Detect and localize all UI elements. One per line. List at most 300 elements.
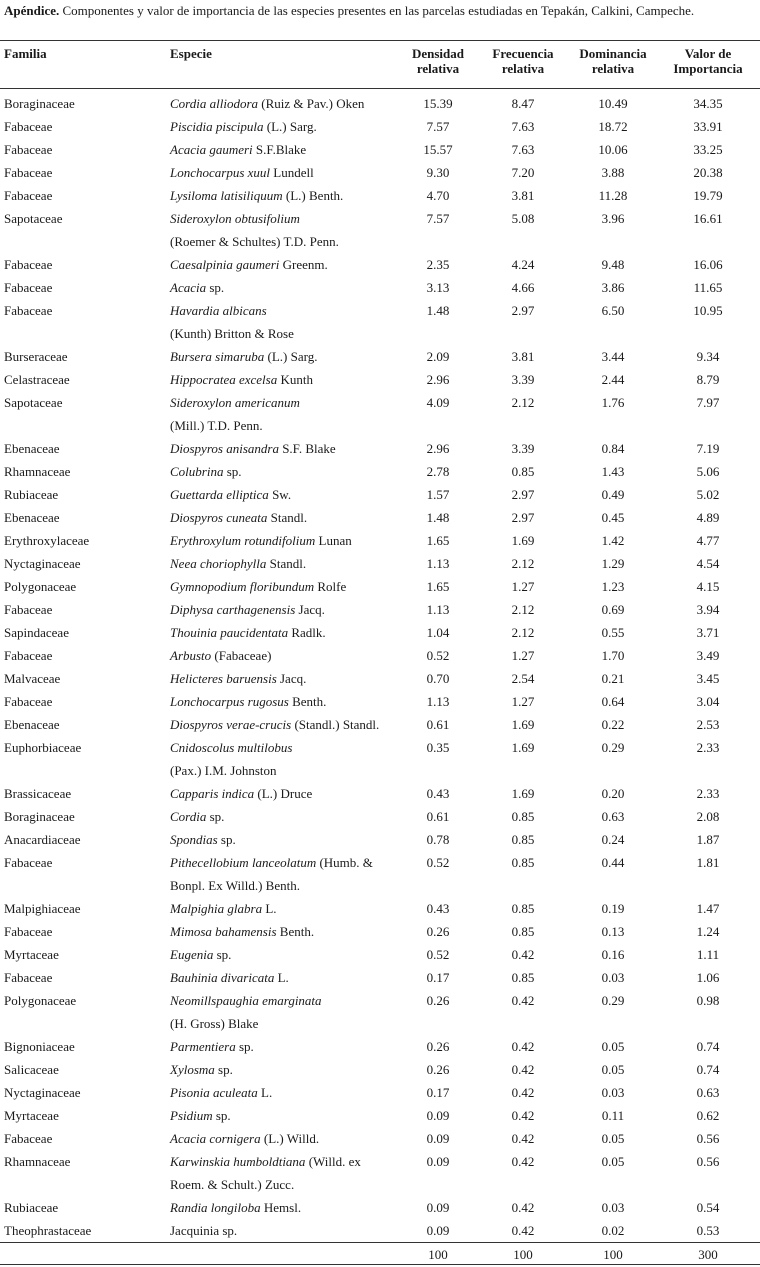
- cell-valor: 1.81: [696, 855, 720, 870]
- species-name: Cnidoscolus multilobus: [170, 740, 293, 755]
- cell-especie: [168, 736, 400, 782]
- cell-especie: [168, 667, 400, 690]
- table-row: [0, 1219, 760, 1243]
- species-name: Pithecellobium lanceolatum: [170, 855, 317, 870]
- cell-especie: [168, 828, 400, 851]
- table-row: [0, 782, 760, 805]
- cell-frecuencia: 0.42: [511, 1062, 535, 1077]
- cell-frecuencia: 0.85: [511, 970, 535, 985]
- cell-densidad: 0.17: [426, 1085, 450, 1100]
- species-name: Acacia gaumeri: [170, 142, 253, 157]
- cell-valor: 9.34: [696, 349, 720, 364]
- species-author: sp.: [213, 947, 232, 962]
- species-author: sp.: [223, 464, 242, 479]
- species-name: Psidium: [170, 1108, 213, 1123]
- cell-densidad: 0.26: [426, 924, 450, 939]
- cell-dominancia: 1.43: [601, 464, 625, 479]
- cell-frecuencia: 0.42: [511, 1131, 535, 1146]
- species-author: Lundell: [270, 165, 314, 180]
- caption-label: Apéndice.: [4, 3, 60, 18]
- cell-especie: [168, 529, 400, 552]
- species-name: Diphysa carthagenensis: [170, 602, 296, 617]
- table-row: [0, 1035, 760, 1058]
- cell-valor: 4.15: [696, 579, 720, 594]
- cell-frecuencia: 4.24: [511, 257, 535, 272]
- cell-dominancia: 0.03: [601, 1085, 625, 1100]
- species-table: [0, 40, 760, 1265]
- cell-familia: Fabaceae: [4, 855, 53, 870]
- cell-densidad: 3.13: [426, 280, 450, 295]
- species-author: sp.: [206, 280, 225, 295]
- species-name: Acacia: [170, 280, 207, 295]
- cell-dominancia: 1.70: [601, 648, 625, 663]
- cell-familia: Fabaceae: [4, 602, 53, 617]
- species-author-line2: (Pax.) I.M. Johnston: [170, 763, 277, 778]
- cell-dominancia: 0.03: [601, 1200, 625, 1215]
- table-row: [0, 253, 760, 276]
- cell-valor: 3.45: [696, 671, 720, 686]
- cell-frecuencia: 1.27: [511, 648, 535, 663]
- cell-frecuencia: 1.69: [511, 740, 535, 755]
- cell-dominancia: 3.88: [601, 165, 625, 180]
- cell-valor: 2.53: [696, 717, 720, 732]
- species-author: S.F.Blake: [252, 142, 307, 157]
- species-name: Guettarda elliptica: [170, 487, 269, 502]
- species-author: Jacquinia sp.: [170, 1223, 238, 1238]
- table-row: [0, 1127, 760, 1150]
- species-author: L.: [262, 901, 277, 916]
- cell-densidad: 2.09: [426, 349, 450, 364]
- cell-dominancia: 1.23: [601, 579, 625, 594]
- cell-familia: Burseraceae: [4, 349, 68, 364]
- table-row: [0, 115, 760, 138]
- cell-familia: Fabaceae: [4, 970, 53, 985]
- cell-frecuencia: 0.42: [511, 1154, 535, 1169]
- cell-frecuencia: 7.63: [511, 142, 535, 157]
- cell-familia: Boraginaceae: [4, 809, 75, 824]
- table-row: [0, 851, 760, 897]
- cell-frecuencia: 0.42: [511, 1085, 535, 1100]
- cell-especie: [168, 299, 400, 345]
- cell-frecuencia: 2.12: [511, 556, 535, 571]
- cell-frecuencia: 0.42: [511, 1108, 535, 1123]
- cell-frecuencia: 0.42: [511, 1200, 535, 1215]
- cell-valor: 7.97: [696, 395, 720, 410]
- cell-valor: 19.79: [693, 188, 723, 203]
- total-frecuencia: 100: [513, 1247, 533, 1262]
- cell-especie: [168, 1035, 400, 1058]
- species-author: (L.) Druce: [254, 786, 313, 801]
- cell-valor: 34.35: [693, 96, 723, 111]
- cell-frecuencia: 0.85: [511, 901, 535, 916]
- cell-valor: 2.08: [696, 809, 720, 824]
- cell-densidad: 7.57: [426, 119, 450, 134]
- cell-familia: Fabaceae: [4, 648, 53, 663]
- cell-especie: [168, 276, 400, 299]
- cell-valor: 0.53: [696, 1223, 720, 1238]
- cell-densidad: 0.09: [426, 1223, 450, 1238]
- table-row: [0, 943, 760, 966]
- table-row: [0, 184, 760, 207]
- total-densidad: 100: [428, 1247, 448, 1262]
- table-row: [0, 690, 760, 713]
- cell-especie: [168, 89, 400, 116]
- cell-frecuencia: 0.85: [511, 924, 535, 939]
- cell-valor: 11.65: [693, 280, 723, 295]
- cell-familia: Nyctaginaceae: [4, 1085, 81, 1100]
- cell-valor: 10.95: [693, 303, 723, 318]
- cell-familia: Brassicaceae: [4, 786, 72, 801]
- cell-densidad: 0.26: [426, 993, 450, 1008]
- table-row: [0, 552, 760, 575]
- cell-frecuencia: 0.85: [511, 809, 535, 824]
- table-row: [0, 598, 760, 621]
- cell-valor: 4.54: [696, 556, 720, 571]
- cell-densidad: 2.78: [426, 464, 450, 479]
- cell-especie: [168, 368, 400, 391]
- cell-frecuencia: 4.66: [511, 280, 535, 295]
- cell-especie: [168, 253, 400, 276]
- species-author: (Ruiz & Pav.) Oken: [258, 96, 365, 111]
- cell-dominancia: 10.06: [598, 142, 628, 157]
- table-row: [0, 575, 760, 598]
- table-row: [0, 391, 760, 437]
- species-author-line2: (H. Gross) Blake: [170, 1016, 259, 1031]
- cell-especie: [168, 575, 400, 598]
- cell-frecuencia: 0.42: [511, 1223, 535, 1238]
- cell-valor: 1.11: [696, 947, 720, 962]
- cell-densidad: 1.13: [426, 556, 450, 571]
- cell-familia: Nyctaginaceae: [4, 556, 81, 571]
- species-name: Bursera simaruba: [170, 349, 265, 364]
- cell-dominancia: 0.29: [601, 993, 625, 1008]
- cell-valor: 4.77: [696, 533, 720, 548]
- species-author: sp.: [212, 1108, 231, 1123]
- cell-valor: 16.06: [693, 257, 723, 272]
- cell-dominancia: 3.44: [601, 349, 625, 364]
- cell-dominancia: 0.69: [601, 602, 625, 617]
- cell-familia: Rhamnaceae: [4, 464, 71, 479]
- cell-dominancia: 10.49: [598, 96, 628, 111]
- cell-frecuencia: 0.85: [511, 832, 535, 847]
- species-name: Xylosma: [170, 1062, 215, 1077]
- cell-frecuencia: 8.47: [511, 96, 535, 111]
- cell-densidad: 0.52: [426, 947, 450, 962]
- species-author: (L.) Sarg.: [263, 119, 317, 134]
- cell-dominancia: 9.48: [601, 257, 625, 272]
- cell-especie: [168, 1127, 400, 1150]
- cell-densidad: 0.78: [426, 832, 450, 847]
- table-row: [0, 828, 760, 851]
- cell-familia: Bignoniaceae: [4, 1039, 75, 1054]
- cell-familia: Malvaceae: [4, 671, 61, 686]
- cell-familia: Polygonaceae: [4, 579, 77, 594]
- species-author: (Standl.) Standl.: [291, 717, 380, 732]
- header-especie: Especie: [170, 46, 212, 61]
- cell-especie: [168, 207, 400, 253]
- cell-especie: [168, 115, 400, 138]
- species-author-line2: (Roemer & Schultes) T.D. Penn.: [170, 234, 339, 249]
- table-row: [0, 736, 760, 782]
- cell-densidad: 2.96: [426, 441, 450, 456]
- species-name: Cordia: [170, 809, 207, 824]
- cell-valor: 0.56: [696, 1131, 720, 1146]
- cell-densidad: 2.96: [426, 372, 450, 387]
- cell-dominancia: 0.49: [601, 487, 625, 502]
- cell-frecuencia: 1.69: [511, 717, 535, 732]
- species-author-line2: (Mill.) T.D. Penn.: [170, 418, 263, 433]
- cell-valor: 0.74: [696, 1039, 720, 1054]
- cell-densidad: 0.09: [426, 1131, 450, 1146]
- cell-familia: Erythroxylaceae: [4, 533, 90, 548]
- cell-densidad: 0.43: [426, 786, 450, 801]
- cell-familia: Fabaceae: [4, 165, 53, 180]
- cell-familia: Fabaceae: [4, 924, 53, 939]
- species-name: Mimosa bahamensis: [170, 924, 277, 939]
- species-author: sp.: [235, 1039, 254, 1054]
- species-author: Jacq.: [295, 602, 325, 617]
- cell-densidad: 7.57: [426, 211, 450, 226]
- species-name: Caesalpinia gaumeri: [170, 257, 280, 272]
- table-row: [0, 713, 760, 736]
- table-row: [0, 483, 760, 506]
- cell-valor: 2.33: [696, 740, 720, 755]
- species-name: Diospyros anisandra: [170, 441, 279, 456]
- species-author: Lunan: [315, 533, 352, 548]
- cell-especie: [168, 690, 400, 713]
- cell-dominancia: 0.24: [601, 832, 625, 847]
- cell-especie: [168, 138, 400, 161]
- cell-valor: 3.94: [696, 602, 720, 617]
- cell-especie: [168, 897, 400, 920]
- table-row: [0, 299, 760, 345]
- cell-frecuencia: 2.54: [511, 671, 535, 686]
- species-author: Benth.: [276, 924, 315, 939]
- cell-especie: [168, 483, 400, 506]
- cell-dominancia: 2.44: [601, 372, 625, 387]
- species-name: Neomillspaughia emarginata: [170, 993, 322, 1008]
- species-name: Eugenia: [170, 947, 214, 962]
- table-row: [0, 1196, 760, 1219]
- species-author: (L.) Sarg.: [264, 349, 318, 364]
- cell-familia: Boraginaceae: [4, 96, 75, 111]
- cell-valor: 0.62: [696, 1108, 720, 1123]
- cell-dominancia: 0.03: [601, 970, 625, 985]
- cell-familia: Myrtaceae: [4, 1108, 59, 1123]
- cell-dominancia: 6.50: [601, 303, 625, 318]
- cell-familia: Myrtaceae: [4, 947, 59, 962]
- cell-especie: [168, 851, 400, 897]
- cell-valor: 4.89: [696, 510, 720, 525]
- cell-especie: [168, 460, 400, 483]
- cell-frecuencia: 5.08: [511, 211, 535, 226]
- cell-dominancia: 0.02: [601, 1223, 625, 1238]
- cell-especie: [168, 506, 400, 529]
- cell-dominancia: 1.42: [601, 533, 625, 548]
- cell-valor: 2.33: [696, 786, 720, 801]
- cell-frecuencia: 0.85: [511, 464, 535, 479]
- caption-text: Componentes y valor de importancia de las especies presentes en las parcelas estudiadas en Tepakán, Calkini, Campeche.: [62, 3, 695, 18]
- table-row: [0, 1081, 760, 1104]
- cell-familia: Fabaceae: [4, 142, 53, 157]
- cell-frecuencia: 1.27: [511, 694, 535, 709]
- cell-familia: Salicaceae: [4, 1062, 59, 1077]
- species-author: Hemsl.: [260, 1200, 302, 1215]
- cell-dominancia: 0.19: [601, 901, 625, 916]
- cell-valor: 16.61: [693, 211, 723, 226]
- cell-especie: [168, 1081, 400, 1104]
- cell-especie: [168, 161, 400, 184]
- species-name: Erythroxylum rotundifolium: [170, 533, 316, 548]
- header-familia: Familia: [4, 46, 47, 61]
- table-body: [0, 89, 760, 1265]
- table-row: [0, 966, 760, 989]
- cell-densidad: 1.04: [426, 625, 450, 640]
- table-row: [0, 138, 760, 161]
- cell-especie: [168, 966, 400, 989]
- cell-densidad: 0.09: [426, 1154, 450, 1169]
- cell-familia: Rhamnaceae: [4, 1154, 71, 1169]
- table-row: [0, 506, 760, 529]
- table-row: [0, 437, 760, 460]
- cell-familia: Fabaceae: [4, 257, 53, 272]
- cell-dominancia: 0.13: [601, 924, 625, 939]
- species-author-line2: Roem. & Schult.) Zucc.: [170, 1177, 295, 1192]
- cell-frecuencia: 0.42: [511, 1039, 535, 1054]
- species-name: Capparis indica: [170, 786, 255, 801]
- species-author-line2: Bonpl. Ex Willd.) Benth.: [170, 878, 300, 893]
- species-author: Standl.: [266, 556, 307, 571]
- cell-dominancia: 18.72: [598, 119, 628, 134]
- species-name: Cordia alliodora: [170, 96, 259, 111]
- species-name: Bauhinia divaricata: [170, 970, 275, 985]
- cell-dominancia: 0.05: [601, 1131, 625, 1146]
- table-row: [0, 276, 760, 299]
- species-name: Karwinskia humboldtiana: [170, 1154, 306, 1169]
- cell-valor: 3.71: [696, 625, 720, 640]
- cell-densidad: 0.26: [426, 1062, 450, 1077]
- cell-especie: [168, 1150, 400, 1196]
- cell-frecuencia: 2.97: [511, 487, 535, 502]
- cell-valor: 0.56: [696, 1154, 720, 1169]
- species-author: Radlk.: [288, 625, 326, 640]
- cell-especie: [168, 943, 400, 966]
- cell-familia: Malpighiaceae: [4, 901, 81, 916]
- cell-valor: 1.47: [696, 901, 720, 916]
- cell-especie: [168, 805, 400, 828]
- species-author: (L.) Willd.: [260, 1131, 320, 1146]
- cell-especie: [168, 782, 400, 805]
- cell-frecuencia: 0.42: [511, 947, 535, 962]
- cell-frecuencia: 3.39: [511, 441, 535, 456]
- species-name: Diospyros cuneata: [170, 510, 268, 525]
- table-row: [0, 644, 760, 667]
- cell-frecuencia: 2.97: [511, 510, 535, 525]
- cell-familia: Sapindaceae: [4, 625, 69, 640]
- cell-densidad: 1.13: [426, 694, 450, 709]
- cell-densidad: 2.35: [426, 257, 450, 272]
- cell-especie: [168, 552, 400, 575]
- species-author: (L.) Benth.: [282, 188, 344, 203]
- cell-frecuencia: 2.12: [511, 625, 535, 640]
- cell-densidad: 0.17: [426, 970, 450, 985]
- species-name: Sideroxylon obtusifolium: [170, 211, 300, 226]
- cell-dominancia: 0.63: [601, 809, 625, 824]
- species-name: Neea choriophylla: [170, 556, 267, 571]
- species-name: Gymnopodium floribundum: [170, 579, 315, 594]
- cell-frecuencia: 2.12: [511, 602, 535, 617]
- cell-especie: [168, 621, 400, 644]
- cell-densidad: 9.30: [426, 165, 450, 180]
- cell-familia: Fabaceae: [4, 188, 53, 203]
- cell-densidad: 0.09: [426, 1108, 450, 1123]
- cell-familia: Celastraceae: [4, 372, 70, 387]
- table-row: [0, 805, 760, 828]
- table-caption: [4, 3, 758, 19]
- cell-especie: [168, 989, 400, 1035]
- species-name: Randia longiloba: [170, 1200, 261, 1215]
- table-row: [0, 529, 760, 552]
- cell-familia: Fabaceae: [4, 1131, 53, 1146]
- species-name: Helicteres baruensis: [170, 671, 277, 686]
- species-name: Thouinia paucidentata: [170, 625, 289, 640]
- table-row: [0, 897, 760, 920]
- cell-especie: [168, 1219, 400, 1243]
- species-author: sp.: [206, 809, 225, 824]
- cell-dominancia: 0.11: [601, 1108, 625, 1123]
- species-author: Benth.: [288, 694, 327, 709]
- table-row: [0, 621, 760, 644]
- cell-densidad: 1.65: [426, 533, 450, 548]
- cell-densidad: 1.48: [426, 510, 450, 525]
- cell-densidad: 0.52: [426, 648, 450, 663]
- cell-especie: [168, 598, 400, 621]
- cell-densidad: 0.61: [426, 717, 450, 732]
- species-name: Piscidia piscipula: [170, 119, 264, 134]
- table-row: [0, 1058, 760, 1081]
- species-name: Lonchocarpus rugosus: [170, 694, 289, 709]
- cell-densidad: 0.09: [426, 1200, 450, 1215]
- cell-valor: 1.87: [696, 832, 720, 847]
- cell-dominancia: 1.29: [601, 556, 625, 571]
- cell-valor: 0.74: [696, 1062, 720, 1077]
- species-name: Pisonia aculeata: [170, 1085, 258, 1100]
- total-dominancia: 100: [603, 1247, 623, 1262]
- cell-densidad: 4.70: [426, 188, 450, 203]
- table-row: [0, 460, 760, 483]
- cell-frecuencia: 2.12: [511, 395, 535, 410]
- species-author: Sw.: [268, 487, 292, 502]
- cell-especie: [168, 1104, 400, 1127]
- cell-frecuencia: 3.81: [511, 349, 535, 364]
- cell-valor: 20.38: [693, 165, 723, 180]
- cell-frecuencia: 1.69: [511, 533, 535, 548]
- species-name: Sideroxylon americanum: [170, 395, 300, 410]
- species-author: (Humb. &: [316, 855, 373, 870]
- header-row: [0, 41, 760, 89]
- cell-densidad: 0.61: [426, 809, 450, 824]
- cell-frecuencia: 0.42: [511, 993, 535, 1008]
- cell-densidad: 4.09: [426, 395, 450, 410]
- cell-densidad: 1.57: [426, 487, 450, 502]
- table-row: [0, 161, 760, 184]
- species-author: Jacq.: [276, 671, 307, 686]
- cell-valor: 7.19: [696, 441, 720, 456]
- cell-dominancia: 0.22: [601, 717, 625, 732]
- cell-frecuencia: 3.39: [511, 372, 535, 387]
- cell-especie: [168, 391, 400, 437]
- cell-familia: Rubiaceae: [4, 1200, 59, 1215]
